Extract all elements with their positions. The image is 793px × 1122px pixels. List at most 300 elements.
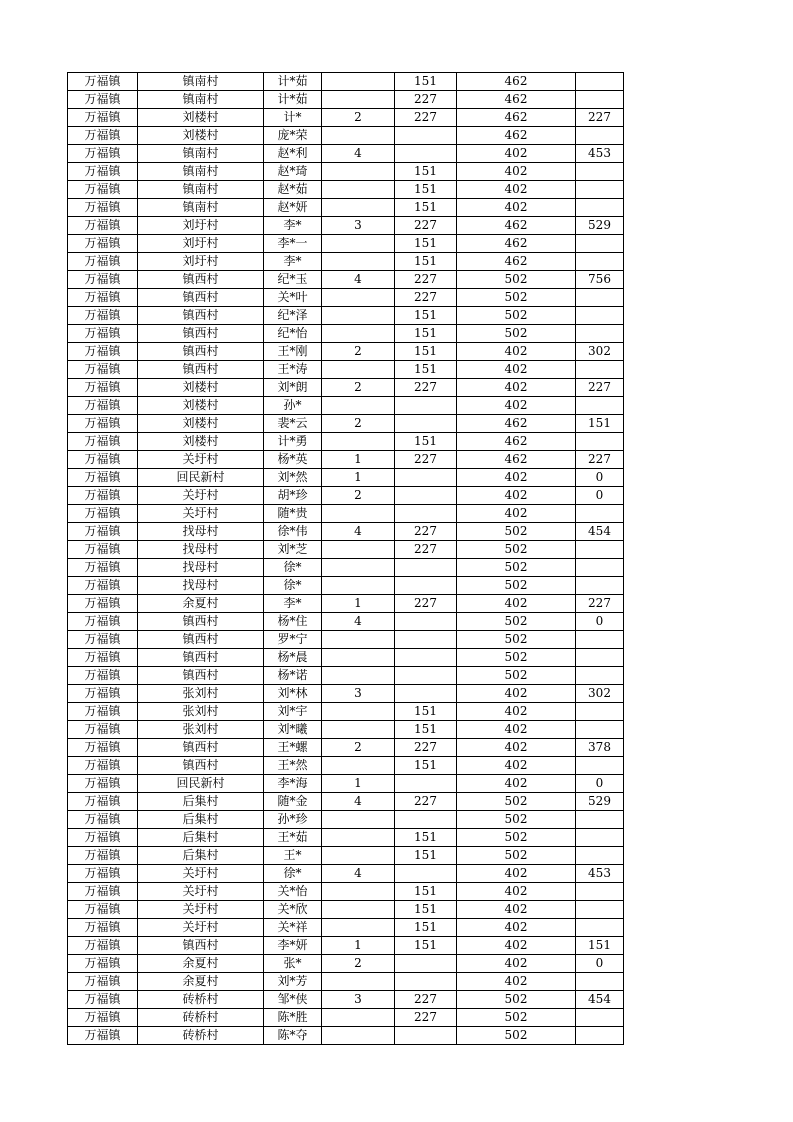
table-row [68, 253, 624, 271]
name-cell: 胡*珍 [264, 487, 322, 505]
household-size-cell [322, 667, 395, 685]
total-cell [576, 631, 624, 649]
household-size-cell [322, 649, 395, 667]
table-row [68, 631, 624, 649]
town-cell: 万福镇 [68, 847, 138, 865]
household-size-cell [322, 1009, 395, 1027]
amount-a-cell: 151 [395, 343, 457, 361]
village-cell: 镇西村 [138, 739, 264, 757]
table-row [68, 451, 624, 469]
town-cell: 万福镇 [68, 199, 138, 217]
amount-a-cell [395, 505, 457, 523]
town-cell: 万福镇 [68, 919, 138, 937]
town-cell: 万福镇 [68, 829, 138, 847]
amount-a-cell: 151 [395, 181, 457, 199]
amount-a-cell [395, 811, 457, 829]
table-row [68, 973, 624, 991]
name-cell: 罗*宁 [264, 631, 322, 649]
household-size-cell [322, 289, 395, 307]
amount-b-cell: 502 [457, 613, 576, 631]
amount-b-cell: 502 [457, 541, 576, 559]
total-cell [576, 199, 624, 217]
table-row [68, 937, 624, 955]
town-cell: 万福镇 [68, 883, 138, 901]
name-cell: 孙* [264, 397, 322, 415]
amount-a-cell: 227 [395, 793, 457, 811]
total-cell [576, 703, 624, 721]
town-cell: 万福镇 [68, 379, 138, 397]
name-cell: 杨*英 [264, 451, 322, 469]
table-row [68, 919, 624, 937]
household-size-cell: 4 [322, 793, 395, 811]
total-cell: 378 [576, 739, 624, 757]
town-cell: 万福镇 [68, 307, 138, 325]
name-cell: 纪*泽 [264, 307, 322, 325]
household-size-cell [322, 919, 395, 937]
village-cell: 砖桥村 [138, 1009, 264, 1027]
amount-b-cell: 502 [457, 523, 576, 541]
amount-b-cell: 502 [457, 811, 576, 829]
town-cell: 万福镇 [68, 667, 138, 685]
amount-a-cell: 227 [395, 91, 457, 109]
table-row [68, 865, 624, 883]
amount-a-cell: 151 [395, 361, 457, 379]
village-cell: 镇西村 [138, 667, 264, 685]
amount-a-cell [395, 973, 457, 991]
table-row [68, 181, 624, 199]
total-cell [576, 649, 624, 667]
amount-b-cell: 502 [457, 829, 576, 847]
total-cell [576, 811, 624, 829]
table-row [68, 901, 624, 919]
household-size-cell [322, 433, 395, 451]
town-cell: 万福镇 [68, 91, 138, 109]
amount-b-cell: 462 [457, 91, 576, 109]
household-size-cell: 3 [322, 217, 395, 235]
village-cell: 后集村 [138, 829, 264, 847]
name-cell: 杨*晨 [264, 649, 322, 667]
household-size-cell [322, 973, 395, 991]
table-row [68, 199, 624, 217]
amount-a-cell [395, 631, 457, 649]
village-cell: 余夏村 [138, 955, 264, 973]
village-cell: 镇南村 [138, 181, 264, 199]
amount-b-cell: 402 [457, 163, 576, 181]
town-cell: 万福镇 [68, 811, 138, 829]
name-cell: 关*欣 [264, 901, 322, 919]
village-cell: 刘圩村 [138, 217, 264, 235]
amount-a-cell [395, 487, 457, 505]
name-cell: 赵*茹 [264, 181, 322, 199]
total-cell [576, 847, 624, 865]
amount-b-cell: 502 [457, 847, 576, 865]
village-cell: 刘圩村 [138, 235, 264, 253]
household-size-cell [322, 73, 395, 91]
amount-b-cell: 402 [457, 397, 576, 415]
table-row [68, 595, 624, 613]
household-size-cell: 1 [322, 451, 395, 469]
name-cell: 徐*伟 [264, 523, 322, 541]
amount-a-cell: 151 [395, 829, 457, 847]
table-row [68, 127, 624, 145]
amount-a-cell: 227 [395, 739, 457, 757]
village-cell: 镇西村 [138, 613, 264, 631]
name-cell: 随*贵 [264, 505, 322, 523]
amount-a-cell [395, 685, 457, 703]
total-cell [576, 577, 624, 595]
table-row [68, 379, 624, 397]
village-cell: 镇西村 [138, 343, 264, 361]
amount-b-cell: 402 [457, 757, 576, 775]
village-cell: 关圩村 [138, 865, 264, 883]
name-cell: 刘*然 [264, 469, 322, 487]
amount-b-cell: 462 [457, 73, 576, 91]
household-size-cell [322, 163, 395, 181]
name-cell: 计*茹 [264, 73, 322, 91]
town-cell: 万福镇 [68, 901, 138, 919]
amount-b-cell: 402 [457, 379, 576, 397]
amount-a-cell: 151 [395, 937, 457, 955]
name-cell: 刘*芳 [264, 973, 322, 991]
household-size-cell [322, 541, 395, 559]
total-cell: 0 [576, 613, 624, 631]
town-cell: 万福镇 [68, 721, 138, 739]
name-cell: 王*然 [264, 757, 322, 775]
total-cell: 227 [576, 451, 624, 469]
table-row [68, 685, 624, 703]
table-row [68, 1027, 624, 1045]
town-cell: 万福镇 [68, 775, 138, 793]
village-cell: 刘圩村 [138, 253, 264, 271]
amount-b-cell: 402 [457, 721, 576, 739]
town-cell: 万福镇 [68, 649, 138, 667]
amount-a-cell: 151 [395, 757, 457, 775]
amount-a-cell: 151 [395, 901, 457, 919]
town-cell: 万福镇 [68, 145, 138, 163]
town-cell: 万福镇 [68, 559, 138, 577]
name-cell: 关*怡 [264, 883, 322, 901]
total-cell: 453 [576, 145, 624, 163]
village-cell: 找母村 [138, 559, 264, 577]
amount-b-cell: 402 [457, 937, 576, 955]
household-size-cell: 1 [322, 469, 395, 487]
table-row [68, 397, 624, 415]
village-cell: 余夏村 [138, 973, 264, 991]
household-size-cell: 1 [322, 775, 395, 793]
household-size-cell [322, 307, 395, 325]
village-cell: 后集村 [138, 793, 264, 811]
total-cell: 453 [576, 865, 624, 883]
total-cell: 756 [576, 271, 624, 289]
town-cell: 万福镇 [68, 1009, 138, 1027]
household-size-cell [322, 631, 395, 649]
household-size-cell [322, 127, 395, 145]
amount-a-cell: 151 [395, 433, 457, 451]
table-row [68, 541, 624, 559]
town-cell: 万福镇 [68, 739, 138, 757]
total-cell [576, 829, 624, 847]
town-cell: 万福镇 [68, 505, 138, 523]
amount-b-cell: 402 [457, 145, 576, 163]
amount-b-cell: 462 [457, 253, 576, 271]
table-row [68, 217, 624, 235]
name-cell: 王*刚 [264, 343, 322, 361]
table-row [68, 271, 624, 289]
name-cell: 赵*琦 [264, 163, 322, 181]
village-cell: 镇西村 [138, 937, 264, 955]
amount-a-cell: 151 [395, 325, 457, 343]
amount-b-cell: 402 [457, 487, 576, 505]
name-cell: 王*螺 [264, 739, 322, 757]
household-size-cell [322, 901, 395, 919]
name-cell: 纪*玉 [264, 271, 322, 289]
total-cell [576, 901, 624, 919]
amount-a-cell: 151 [395, 919, 457, 937]
village-cell: 刘楼村 [138, 415, 264, 433]
total-cell [576, 73, 624, 91]
household-size-cell: 2 [322, 343, 395, 361]
table-row [68, 649, 624, 667]
table-row [68, 307, 624, 325]
table-row [68, 289, 624, 307]
amount-a-cell [395, 667, 457, 685]
total-cell [576, 667, 624, 685]
total-cell [576, 919, 624, 937]
table-row [68, 721, 624, 739]
household-size-cell [322, 91, 395, 109]
amount-a-cell: 151 [395, 721, 457, 739]
name-cell: 杨*诺 [264, 667, 322, 685]
village-cell: 镇南村 [138, 91, 264, 109]
amount-a-cell [395, 397, 457, 415]
amount-b-cell: 502 [457, 559, 576, 577]
town-cell: 万福镇 [68, 1027, 138, 1045]
name-cell: 徐* [264, 559, 322, 577]
town-cell: 万福镇 [68, 415, 138, 433]
total-cell: 302 [576, 685, 624, 703]
amount-b-cell: 402 [457, 469, 576, 487]
household-size-cell [322, 559, 395, 577]
amount-b-cell: 462 [457, 235, 576, 253]
total-cell [576, 1009, 624, 1027]
town-cell: 万福镇 [68, 955, 138, 973]
table-row [68, 325, 624, 343]
village-cell: 张刘村 [138, 703, 264, 721]
village-cell: 镇西村 [138, 289, 264, 307]
table-row [68, 91, 624, 109]
household-size-cell [322, 253, 395, 271]
table-row [68, 829, 624, 847]
table-row [68, 811, 624, 829]
town-cell: 万福镇 [68, 73, 138, 91]
village-cell: 镇西村 [138, 649, 264, 667]
town-cell: 万福镇 [68, 595, 138, 613]
amount-a-cell [395, 577, 457, 595]
household-size-cell [322, 883, 395, 901]
amount-a-cell: 227 [395, 451, 457, 469]
name-cell: 计* [264, 109, 322, 127]
village-cell: 后集村 [138, 847, 264, 865]
amount-b-cell: 502 [457, 631, 576, 649]
table-row [68, 793, 624, 811]
town-cell: 万福镇 [68, 541, 138, 559]
village-cell: 张刘村 [138, 685, 264, 703]
name-cell: 刘*林 [264, 685, 322, 703]
household-size-cell: 4 [322, 271, 395, 289]
total-cell [576, 235, 624, 253]
amount-b-cell: 402 [457, 901, 576, 919]
table-row [68, 235, 624, 253]
name-cell: 刘*芝 [264, 541, 322, 559]
amount-a-cell [395, 955, 457, 973]
village-cell: 回民新村 [138, 469, 264, 487]
town-cell: 万福镇 [68, 235, 138, 253]
village-cell: 镇南村 [138, 199, 264, 217]
amount-a-cell [395, 469, 457, 487]
amount-a-cell: 227 [395, 523, 457, 541]
name-cell: 李* [264, 595, 322, 613]
town-cell: 万福镇 [68, 703, 138, 721]
amount-b-cell: 402 [457, 595, 576, 613]
amount-a-cell: 227 [395, 289, 457, 307]
table-row [68, 667, 624, 685]
total-cell [576, 91, 624, 109]
amount-b-cell: 402 [457, 181, 576, 199]
town-cell: 万福镇 [68, 469, 138, 487]
table-row [68, 415, 624, 433]
table-row [68, 577, 624, 595]
name-cell: 刘*曦 [264, 721, 322, 739]
total-cell: 0 [576, 955, 624, 973]
village-cell: 回民新村 [138, 775, 264, 793]
total-cell [576, 757, 624, 775]
town-cell: 万福镇 [68, 451, 138, 469]
amount-a-cell: 227 [395, 109, 457, 127]
town-cell: 万福镇 [68, 289, 138, 307]
town-cell: 万福镇 [68, 865, 138, 883]
total-cell [576, 1027, 624, 1045]
total-cell [576, 181, 624, 199]
village-cell: 砖桥村 [138, 1027, 264, 1045]
total-cell [576, 973, 624, 991]
town-cell: 万福镇 [68, 523, 138, 541]
total-cell [576, 433, 624, 451]
village-cell: 关圩村 [138, 487, 264, 505]
village-cell: 镇南村 [138, 163, 264, 181]
amount-b-cell: 462 [457, 127, 576, 145]
total-cell: 0 [576, 469, 624, 487]
village-cell: 找母村 [138, 523, 264, 541]
household-size-cell [322, 325, 395, 343]
name-cell: 邹*侠 [264, 991, 322, 1009]
amount-b-cell: 502 [457, 271, 576, 289]
village-cell: 刘楼村 [138, 127, 264, 145]
name-cell: 陈*夺 [264, 1027, 322, 1045]
amount-a-cell: 151 [395, 199, 457, 217]
household-size-cell [322, 811, 395, 829]
amount-b-cell: 502 [457, 577, 576, 595]
village-cell: 余夏村 [138, 595, 264, 613]
town-cell: 万福镇 [68, 613, 138, 631]
name-cell: 关*祥 [264, 919, 322, 937]
amount-b-cell: 462 [457, 451, 576, 469]
amount-a-cell: 151 [395, 73, 457, 91]
amount-b-cell: 502 [457, 1027, 576, 1045]
amount-a-cell: 227 [395, 541, 457, 559]
amount-b-cell: 402 [457, 775, 576, 793]
amount-a-cell: 227 [395, 595, 457, 613]
amount-a-cell [395, 649, 457, 667]
household-size-cell: 2 [322, 739, 395, 757]
household-size-cell [322, 505, 395, 523]
name-cell: 关*叶 [264, 289, 322, 307]
amount-b-cell: 462 [457, 217, 576, 235]
total-cell: 454 [576, 523, 624, 541]
household-size-cell [322, 235, 395, 253]
total-cell [576, 883, 624, 901]
amount-b-cell: 402 [457, 685, 576, 703]
total-cell [576, 559, 624, 577]
village-cell: 镇西村 [138, 757, 264, 775]
total-cell [576, 541, 624, 559]
amount-b-cell: 402 [457, 955, 576, 973]
town-cell: 万福镇 [68, 361, 138, 379]
amount-b-cell: 402 [457, 703, 576, 721]
amount-b-cell: 402 [457, 505, 576, 523]
amount-b-cell: 502 [457, 649, 576, 667]
table-row [68, 991, 624, 1009]
name-cell: 赵*妍 [264, 199, 322, 217]
village-cell: 关圩村 [138, 919, 264, 937]
town-cell: 万福镇 [68, 163, 138, 181]
name-cell: 王*涛 [264, 361, 322, 379]
household-size-cell: 4 [322, 523, 395, 541]
town-cell: 万福镇 [68, 577, 138, 595]
village-cell: 镇西村 [138, 271, 264, 289]
table-row [68, 955, 624, 973]
amount-a-cell [395, 865, 457, 883]
amount-b-cell: 502 [457, 289, 576, 307]
amount-b-cell: 502 [457, 667, 576, 685]
name-cell: 刘*朗 [264, 379, 322, 397]
name-cell: 杨*住 [264, 613, 322, 631]
table-row [68, 145, 624, 163]
household-size-cell [322, 397, 395, 415]
name-cell: 李*一 [264, 235, 322, 253]
amount-a-cell: 151 [395, 847, 457, 865]
total-cell [576, 127, 624, 145]
town-cell: 万福镇 [68, 433, 138, 451]
total-cell: 529 [576, 793, 624, 811]
table-row [68, 559, 624, 577]
name-cell: 李* [264, 217, 322, 235]
amount-b-cell: 402 [457, 865, 576, 883]
household-size-cell [322, 721, 395, 739]
amount-b-cell: 462 [457, 109, 576, 127]
town-cell: 万福镇 [68, 937, 138, 955]
amount-b-cell: 402 [457, 973, 576, 991]
table-row [68, 757, 624, 775]
table-row [68, 847, 624, 865]
name-cell: 计*茹 [264, 91, 322, 109]
table-row [68, 361, 624, 379]
table-body [68, 73, 624, 1045]
total-cell [576, 253, 624, 271]
name-cell: 王* [264, 847, 322, 865]
village-cell: 刘楼村 [138, 379, 264, 397]
total-cell [576, 721, 624, 739]
village-cell: 刘楼村 [138, 109, 264, 127]
